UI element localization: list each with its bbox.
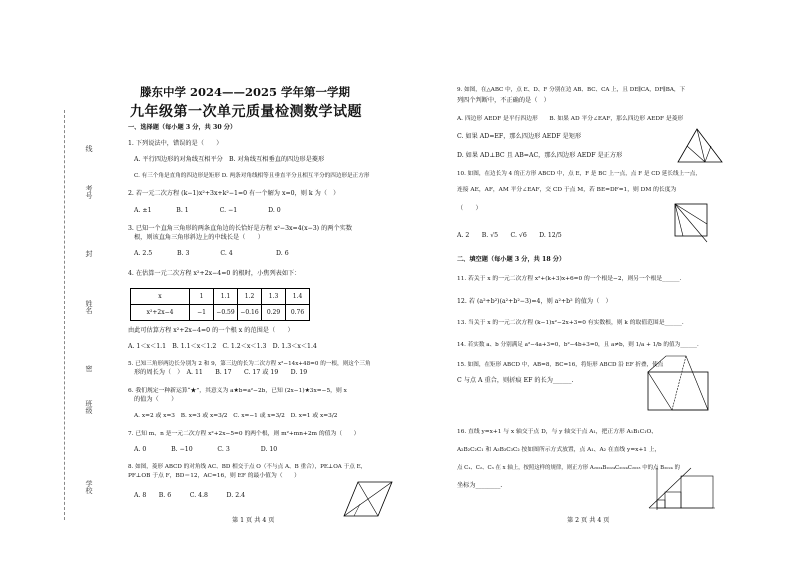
squares-figure <box>647 466 717 512</box>
q10-paren: （ ） <box>457 205 482 212</box>
q7-options: A. 0 B. −10 C. 3 D. 10 <box>134 446 278 453</box>
table-cell: 1.1 <box>214 289 238 305</box>
q3: 3. 已知一个直角三角形的两条直角边的长恰好是方程 x²−3x=4(x−3) 的两个实数 <box>128 225 353 232</box>
q9: 9. 如图，在△ABC 中，点 E、D、F 分别在边 AB、BC、CA 上，且 DE∥CA，DF∥BA，下 <box>457 87 686 93</box>
q10: 10. 如图，在边长为 4 的正方形 ABCD 中，点 E，F 是 BC 上一点，点 F 是 CD 延长线上一点， <box>457 171 701 177</box>
table-cell: 1.4 <box>286 289 310 305</box>
q8-cont: PF⊥OB 于点 F，BD＝12，AC=16，则 EF 的最小值为（ ） <box>128 473 300 479</box>
q9-option-ab: A. 四边形 AEDF 是平行四边形 B. 如果 AD 平分∠EAF，那么四边形 AEDF 是菱形 <box>457 116 684 122</box>
q4: 4. 在估算一元二次方程 x²+2x−4=0 的根时，小焦列表如下： <box>128 270 301 277</box>
q13: 13. 当关于 x 的一元二次方程 (k−1)x²−2x+3=0 有实数根，则 k 的取值范围是______. <box>457 320 684 326</box>
q1-options-cd: C. 有三个角是直角的四边形是矩形 D. 两条对角线相等且垂直平分且相互平分的四边形是正方形 <box>134 173 370 179</box>
q12: 12. 若 (a²+b²)(a²+b²−3)=4，则 a²+b² 的值为（ ） <box>457 298 612 305</box>
q1-options-ab: A. 平行四边形的对角线互相平分 B. 对角线互相垂直的四边形是菱形 <box>134 156 325 163</box>
q6: 6. 我们规定一种新运算“★”，其意义为 a★b=a²−2b，已知 (2x−1)★3x=−5，则 x <box>128 388 347 394</box>
section-fill: 二、填空题（每小题 3 分，共 18 分） <box>457 256 566 263</box>
q6-cont: 的值为（ ） <box>134 396 178 403</box>
q2: 2. 若一元二次方程 (k−1)x²+3x+k²−1=0 有一个解为 x=0，则 k 为（ ） <box>128 190 340 197</box>
q4-options: A. 1＜x＜1.1 B. 1.1＜x＜1.2 C. 1.2＜x＜1.3 D. 1.3＜x＜1.4 <box>128 343 317 350</box>
q14: 14. 若实数 a、b 分别满足 a²−4a+3=0，b²−4b+3=0，且 a≠b，则 1/a + 1/b 的值为______. <box>457 342 699 348</box>
table-cell: x²+2x−4 <box>131 305 190 321</box>
q6-options: A. x=2 或 x=3 B. x=3 或 x=3/2 C. x=−1 或 x=3/2 D. x=1 或 x=3/2 <box>134 413 338 419</box>
binding-mark-2: 封 <box>85 250 93 257</box>
q15-cont: C 与点 A 重合，则折痕 EF 的长为______. <box>457 377 574 384</box>
table-cell: 1 <box>190 289 214 305</box>
page-footer-right: 第 2 页 共 4 页 <box>567 517 610 524</box>
binding-line <box>64 110 65 520</box>
q3-options: A. 2.5 B. 3 C. 4 D. 6 <box>134 250 289 257</box>
page-footer-left: 第 1 页 共 4 页 <box>232 517 275 524</box>
binding-mark-1: 线 <box>85 145 93 152</box>
q2-options: A. ±1 B. 1 C. −1 D. 0 <box>134 207 281 214</box>
exam-subtitle: 九年级第一次单元质量检测数学试题 <box>130 104 362 120</box>
q9-option-d: D. 如果 AD⊥BC 且 AB=AC，那么四边形 AEDF 是正方形 <box>457 152 623 159</box>
table-cell: x <box>131 289 190 305</box>
square-figure <box>669 198 713 246</box>
q15: 15. 如图，在矩形 ABCD 中，AB=8，BC=16，将矩形 ABCD 沿 EF 折叠，使点 <box>457 362 664 368</box>
q5: 5. 已知三角形两边长分别为 2 和 9，第三边的长为二次方程 x²−14x+48=0 的一根，则这个三角 <box>128 361 371 367</box>
q16-cont2: 点 C₁、C₂、C₃ 在 x 轴上，按照这样的规律，则正方形 A₂₀₂₄B₂₀₂₄C₂₀₂₄C₂₀₂₃ 中的点 B₂₀₂₄ 的 <box>457 465 680 471</box>
estimate-table <box>130 288 310 321</box>
q5-cont: 形的周长为（ ） A. 11 B. 17 C. 17 或 19 D. 19 <box>134 369 308 376</box>
q9-cont: 列四个判断中，不正确的是（ ） <box>457 97 550 104</box>
q16: 16. 直线 y=x+1 与 x 轴交于点 D，与 y 轴交于点 A₁，把正方形 A₁B₁C₁O、 <box>457 429 658 435</box>
table-cell: 0.76 <box>286 305 310 321</box>
table-cell: 0.29 <box>262 305 286 321</box>
rhombus-figure <box>340 478 396 520</box>
q8-options: A. 8 B. 6 C. 4.8 D. 2.4 <box>134 492 246 499</box>
fold-figure <box>642 352 714 420</box>
q4-cont: 由此可估算方程 x²+2x−4=0 的一个根 x 的范围是（ ） <box>128 327 294 334</box>
q8: 8. 如图，菱形 ABCD 的对角线 AC、BD 相交于点 O（不与点 A、B 重合），PE⊥OA 于点 E， <box>128 464 367 470</box>
q7: 7. 已知 m、n 是一元二次方程 x²+2x−5=0 的两个根，则 m²+mn+2m 的值为（ ） <box>128 431 360 437</box>
binding-label-name: 姓名 <box>85 300 93 314</box>
binding-label-exam-no: 考号 <box>85 185 93 199</box>
table-cell: −0.59 <box>214 305 238 321</box>
q10-cont: 连接 AE，AF，AM 平分∠EAF，交 CD 于点 M，若 BE=DF=1，则 DM 的长度为 <box>457 187 677 193</box>
table-cell: −1 <box>190 305 214 321</box>
table-cell: 1.2 <box>238 289 262 305</box>
exam-title: 滕东中学 2024——2025 学年第一学期 <box>139 85 351 99</box>
table-cell: 1.3 <box>262 289 286 305</box>
binding-label-class: 班级 <box>85 400 93 414</box>
q9-option-c: C. 如果 AD=EF，那么四边形 AEDF 是矩形 <box>457 133 582 140</box>
triangle-figure <box>675 126 725 166</box>
binding-label-school: 学校 <box>85 480 93 494</box>
q11: 11. 若关于 x 的一元二次方程 x²+(k+3)x+6=0 的一个根是−2，则另一个根是______. <box>457 276 682 282</box>
section-choice: 一、选择题（每小题 3 分，共 30 分） <box>128 124 237 131</box>
q1: 1. 下列说法中，错误的是（ ） <box>128 140 223 147</box>
q16-cont3: 坐标为________. <box>457 482 503 489</box>
q3-cont: 根，则该直角三角形斜边上的中线长是（ ） <box>134 234 264 241</box>
table-cell: −0.16 <box>238 305 262 321</box>
binding-mark-3: 密 <box>85 365 93 372</box>
right-page <box>397 0 794 561</box>
q16-cont: A₂B₂C₂C₁ 和 A₃B₃C₃C₂ 按如图所示方式放置，点 A₁、A₂ 在直线 y=x+1 上， <box>457 447 661 453</box>
q10-options: A. 2 B. √5 C. √6 D. 12/5 <box>457 232 562 239</box>
